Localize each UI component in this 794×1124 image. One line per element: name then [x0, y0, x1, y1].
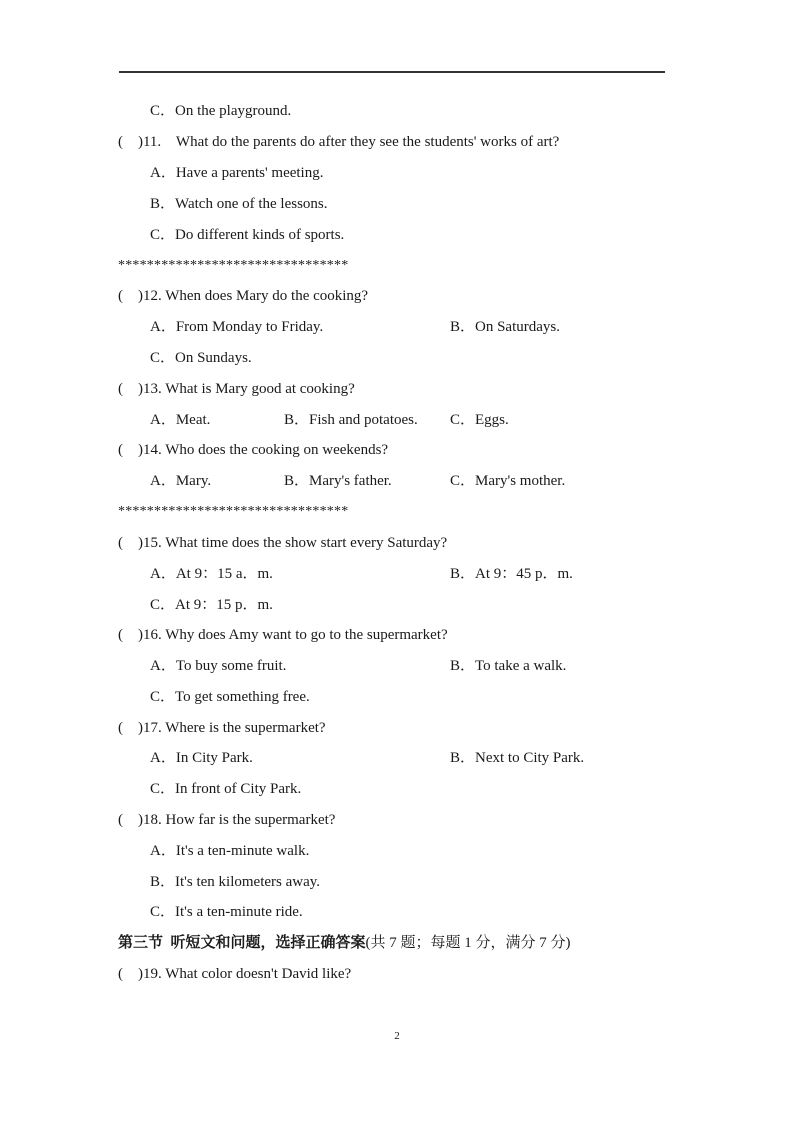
q17-option-c: C．In front of City Park. [150, 781, 302, 797]
q15-option-b: B．At 9：45 p．m. [450, 566, 573, 582]
separator-stars: ******************************** [118, 504, 349, 519]
separator-stars: ******************************** [118, 258, 349, 273]
q18-option-a: A．It's a ten-minute walk. [150, 843, 310, 859]
section-3-title: 第三节 听短文和问题，选择正确答案 [118, 935, 366, 951]
q16-option-c: C．To get something free. [150, 689, 310, 705]
q18-option-b: B．It's ten kilometers away. [150, 874, 321, 890]
q15-option-a: A．At 9：15 a．m. [150, 566, 273, 582]
q17-option-a: A．In City Park. [150, 750, 253, 766]
q11-option-a: A．Have a parents' meeting. [150, 165, 324, 181]
q12-option-c: C．On Sundays. [150, 350, 252, 366]
q11-option-b: B．Watch one of the lessons. [150, 196, 328, 212]
q15-option-c: C．At 9：15 p．m. [150, 597, 273, 613]
header-rule [119, 71, 665, 73]
section-3-heading [118, 934, 571, 952]
question-19: ( )19. What color doesn't David like? [118, 966, 352, 982]
question-13: ( )13. What is Mary good at cooking? [118, 381, 355, 397]
question-17: ( )17. Where is the supermarket? [118, 720, 326, 736]
q11-option-c: C．Do different kinds of sports. [150, 227, 345, 243]
q12-option-b: B．On Saturdays. [450, 319, 560, 335]
q13-option-b: B．Fish and potatoes. [284, 412, 418, 428]
q16-option-a: A．To buy some fruit. [150, 658, 287, 674]
question-11: ( )11. What do the parents do after they see the students' works of art? [118, 134, 560, 150]
q13-option-c: C．Eggs. [450, 412, 509, 428]
section-3-note: (共 7 题；每题 1 分，满分 7 分) [365, 935, 571, 951]
question-18: ( )18. How far is the supermarket? [118, 812, 336, 828]
question-15: ( )15. What time does the show start every Saturday? [118, 535, 448, 551]
q14-option-a: A．Mary. [150, 473, 212, 489]
q13-option-a: A．Meat. [150, 412, 211, 428]
q12-option-a: A．From Monday to Friday. [150, 319, 324, 335]
page-number: 2 [394, 1030, 400, 1042]
question-12: ( )12. When does Mary do the cooking? [118, 288, 369, 304]
q14-option-c: C．Mary's mother. [450, 473, 566, 489]
q16-option-b: B．To take a walk. [450, 658, 567, 674]
q10-option-c: C．On the playground. [150, 103, 292, 119]
question-16: ( )16. Why does Amy want to go to the supermarket? [118, 627, 448, 643]
q14-option-b: B．Mary's father. [284, 473, 392, 489]
q18-option-c: C．It's a ten-minute ride. [150, 904, 303, 920]
question-14: ( )14. Who does the cooking on weekends? [118, 442, 389, 458]
q17-option-b: B．Next to City Park. [450, 750, 585, 766]
